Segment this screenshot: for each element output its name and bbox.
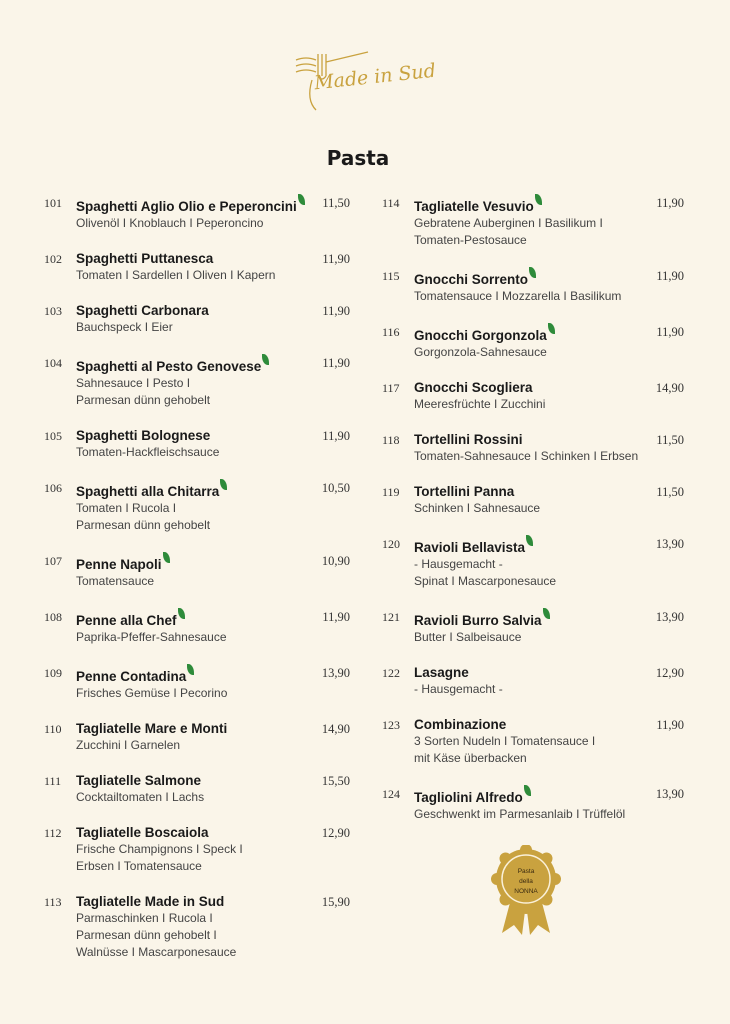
item-price: 11,90 xyxy=(322,304,350,318)
menu-item xyxy=(382,431,684,465)
item-description: Tomatensauce xyxy=(76,574,155,588)
badge-line: Pasta xyxy=(517,868,535,875)
item-number: 120 xyxy=(382,537,400,551)
item-description: Tomaten-Hackfleischsauce xyxy=(76,445,220,459)
item-name-row xyxy=(76,250,350,267)
item-description: - Hausgemacht - xyxy=(414,557,503,571)
vegetarian-leaf-icon xyxy=(220,479,227,490)
item-number: 113 xyxy=(44,895,62,909)
item-name: Tagliatelle Made in Sud xyxy=(76,894,225,909)
item-description: Geschwenkt im Parmesanlaib I Trüffelöl xyxy=(414,807,626,821)
item-number: 106 xyxy=(44,481,62,495)
item-name: Tagliatelle Boscaiola xyxy=(76,825,209,840)
menu-item xyxy=(382,194,684,249)
item-description: Paprika-Pfeffer-Sahnesauce xyxy=(76,630,227,644)
item-price: 13,90 xyxy=(655,537,684,551)
menu-item xyxy=(44,194,350,232)
item-price: 10,90 xyxy=(321,554,350,568)
item-description: Meeresfrüchte I Zucchini xyxy=(414,397,546,411)
item-name-row xyxy=(76,354,350,375)
menu-item xyxy=(44,354,350,409)
item-name: Lasagne xyxy=(414,665,469,680)
item-price: 11,90 xyxy=(322,429,350,443)
menu-item xyxy=(382,785,684,823)
item-number: 105 xyxy=(44,429,62,443)
menu-item xyxy=(382,535,684,590)
item-number: 103 xyxy=(44,304,62,318)
badge-line: NONNA xyxy=(514,888,538,895)
item-name: Spaghetti al Pesto Genovese xyxy=(76,359,262,374)
vegetarian-leaf-icon xyxy=(524,785,531,796)
item-number: 110 xyxy=(44,722,62,736)
item-name: Spaghetti alla Chitarra xyxy=(76,484,220,499)
item-description: - Hausgemacht - xyxy=(414,682,503,696)
item-number: 118 xyxy=(382,433,400,447)
vegetarian-leaf-icon xyxy=(548,323,555,334)
item-price: 12,90 xyxy=(321,826,350,840)
item-price: 11,90 xyxy=(322,610,350,624)
item-name-row xyxy=(76,608,350,629)
item-name-row xyxy=(414,431,684,448)
menu-item xyxy=(44,772,350,806)
menu-item xyxy=(44,427,350,461)
item-price: 11,50 xyxy=(656,485,684,499)
item-name-row xyxy=(76,302,350,319)
item-name: Penne Napoli xyxy=(76,557,162,572)
item-price: 10,50 xyxy=(321,481,350,495)
item-name-row xyxy=(414,608,684,629)
item-price: 11,90 xyxy=(656,718,684,732)
item-name-row xyxy=(414,664,684,681)
vegetarian-leaf-icon xyxy=(187,664,194,675)
item-description: Frisches Gemüse I Pecorino xyxy=(76,686,228,700)
item-number: 108 xyxy=(44,610,62,624)
item-name: Tagliatelle Salmone xyxy=(76,773,202,788)
pasta-della-nonna-badge xyxy=(490,845,562,935)
item-price: 11,90 xyxy=(656,325,684,339)
item-number: 114 xyxy=(382,196,400,210)
vegetarian-leaf-icon xyxy=(262,354,269,365)
item-number: 115 xyxy=(382,269,400,283)
item-description: Parmesan dünn gehobelt xyxy=(76,393,211,407)
vegetarian-leaf-icon xyxy=(535,194,542,205)
menu-item xyxy=(382,379,684,413)
vegetarian-leaf-icon xyxy=(526,535,533,546)
item-description: Schinken I Sahnesauce xyxy=(414,501,541,515)
item-description: Cocktailtomaten I Lachs xyxy=(76,790,205,804)
item-number: 117 xyxy=(382,381,400,395)
item-price: 11,50 xyxy=(656,433,684,447)
item-number: 111 xyxy=(44,774,62,788)
item-price: 12,90 xyxy=(655,666,684,680)
menu-item xyxy=(44,479,350,534)
item-description: Tomatensauce I Mozzarella I Basilikum xyxy=(414,289,622,303)
item-name: Ravioli Burro Salvia xyxy=(414,613,542,628)
item-number: 119 xyxy=(382,485,400,499)
item-number: 102 xyxy=(44,252,62,266)
item-number: 122 xyxy=(382,666,400,680)
item-name: Tortellini Rossini xyxy=(414,432,523,447)
item-description: Walnüsse I Mascarponesauce xyxy=(76,945,237,959)
item-name-row xyxy=(76,772,350,789)
item-description: Tomaten-Sahnesauce I Schinken I Erbsen xyxy=(414,449,639,463)
item-price: 13,90 xyxy=(321,666,350,680)
menu-column-left xyxy=(44,194,350,979)
item-name: Spaghetti Carbonara xyxy=(76,303,209,318)
menu-item xyxy=(382,267,684,305)
item-number: 112 xyxy=(44,826,62,840)
item-name: Penne Contadina xyxy=(76,669,187,684)
item-number: 121 xyxy=(382,610,400,624)
menu-item xyxy=(44,824,350,875)
item-description: Sahnesauce I Pesto I xyxy=(76,376,191,390)
item-name-row xyxy=(76,194,350,215)
menu-column-right xyxy=(382,194,684,841)
item-price: 13,90 xyxy=(655,787,684,801)
menu-item xyxy=(44,302,350,336)
item-description: Spinat I Mascarponesauce xyxy=(414,574,557,588)
item-name-row xyxy=(76,893,350,910)
vegetarian-leaf-icon xyxy=(178,608,185,619)
item-price: 15,50 xyxy=(321,774,350,788)
item-name-row xyxy=(414,194,684,215)
item-number: 104 xyxy=(44,356,62,370)
item-price: 14,90 xyxy=(321,722,350,736)
item-price: 11,90 xyxy=(322,356,350,370)
item-description: mit Käse überbacken xyxy=(414,751,527,765)
item-number: 101 xyxy=(44,196,62,210)
item-name: Gnocchi Gorgonzola xyxy=(414,328,547,343)
item-description: Gebratene Auberginen I Basilikum I xyxy=(414,216,603,230)
menu-item xyxy=(382,664,684,698)
item-name: Tagliatelle Mare e Monti xyxy=(76,721,228,736)
item-price: 15,90 xyxy=(321,895,350,909)
item-name: Tagliatelle Vesuvio xyxy=(414,199,534,214)
item-number: 107 xyxy=(44,554,62,568)
item-name-row xyxy=(414,323,684,344)
menu-item xyxy=(44,250,350,284)
item-name: Gnocchi Scogliera xyxy=(414,380,533,395)
item-name: Spaghetti Bolognese xyxy=(76,428,211,443)
item-number: 116 xyxy=(382,325,400,339)
item-name-row xyxy=(414,535,684,556)
item-name: Tagliolini Alfredo xyxy=(414,790,523,805)
menu-item xyxy=(382,716,684,767)
item-price: 11,50 xyxy=(322,196,350,210)
item-name-row xyxy=(414,267,684,288)
menu-item xyxy=(382,323,684,361)
page-title: Pasta xyxy=(326,146,390,170)
made-in-sud-logo xyxy=(292,46,437,114)
item-name: Penne alla Chef xyxy=(76,613,177,628)
item-description: Bauchspeck I Eier xyxy=(76,320,173,334)
item-name-row xyxy=(414,379,684,396)
menu-item xyxy=(44,893,350,961)
menu-item xyxy=(44,608,350,646)
item-description: Parmaschinken I Rucola I xyxy=(76,911,213,925)
menu-item xyxy=(382,608,684,646)
item-description: Tomaten-Pestosauce xyxy=(414,233,527,247)
item-name: Combinazione xyxy=(414,717,507,732)
item-price: 13,90 xyxy=(655,610,684,624)
item-name: Spaghetti Puttanesca xyxy=(76,251,214,266)
logo-text: Made in Sud xyxy=(313,59,437,95)
item-description: Tomaten I Rucola I xyxy=(76,501,177,515)
item-description: Frische Champignons I Speck I xyxy=(76,842,243,856)
vegetarian-leaf-icon xyxy=(529,267,536,278)
vegetarian-leaf-icon xyxy=(543,608,550,619)
item-name-row xyxy=(76,664,350,685)
item-name-row xyxy=(414,483,684,500)
item-description: Erbsen I Tomatensauce xyxy=(76,859,202,873)
item-description: Gorgonzola-Sahnesauce xyxy=(414,345,547,359)
item-price: 11,90 xyxy=(656,196,684,210)
item-price: 11,90 xyxy=(322,252,350,266)
item-description: 3 Sorten Nudeln I Tomatensauce I xyxy=(414,734,596,748)
badge-line: della xyxy=(519,878,533,885)
item-description: Parmesan dünn gehobelt I xyxy=(76,928,217,942)
item-description: Butter I Salbeisauce xyxy=(414,630,522,644)
vegetarian-leaf-icon xyxy=(298,194,305,205)
item-description: Parmesan dünn gehobelt xyxy=(76,518,211,532)
item-number: 124 xyxy=(382,787,400,801)
item-number: 123 xyxy=(382,718,400,732)
item-description: Tomaten I Sardellen I Oliven I Kapern xyxy=(76,268,276,282)
item-name-row xyxy=(76,824,350,841)
menu-item xyxy=(44,720,350,754)
item-name-row xyxy=(414,785,684,806)
item-name-row xyxy=(414,716,684,733)
item-description: Zucchini I Garnelen xyxy=(76,738,181,752)
menu-item xyxy=(382,483,684,517)
item-price: 14,90 xyxy=(655,381,684,395)
item-number: 109 xyxy=(44,666,62,680)
menu-item xyxy=(44,664,350,702)
menu-item xyxy=(44,552,350,590)
item-name: Ravioli Bellavista xyxy=(414,540,526,555)
item-name: Tortellini Panna xyxy=(414,484,515,499)
item-name-row xyxy=(76,427,350,444)
item-name: Spaghetti Aglio Olio e Peperoncini xyxy=(76,199,297,214)
item-price: 11,90 xyxy=(656,269,684,283)
item-name-row xyxy=(76,552,350,573)
item-name-row xyxy=(76,720,350,737)
item-name-row xyxy=(76,479,350,500)
vegetarian-leaf-icon xyxy=(163,552,170,563)
item-description: Olivenöl I Knoblauch I Peperoncino xyxy=(76,216,264,230)
item-name: Gnocchi Sorrento xyxy=(414,272,529,287)
